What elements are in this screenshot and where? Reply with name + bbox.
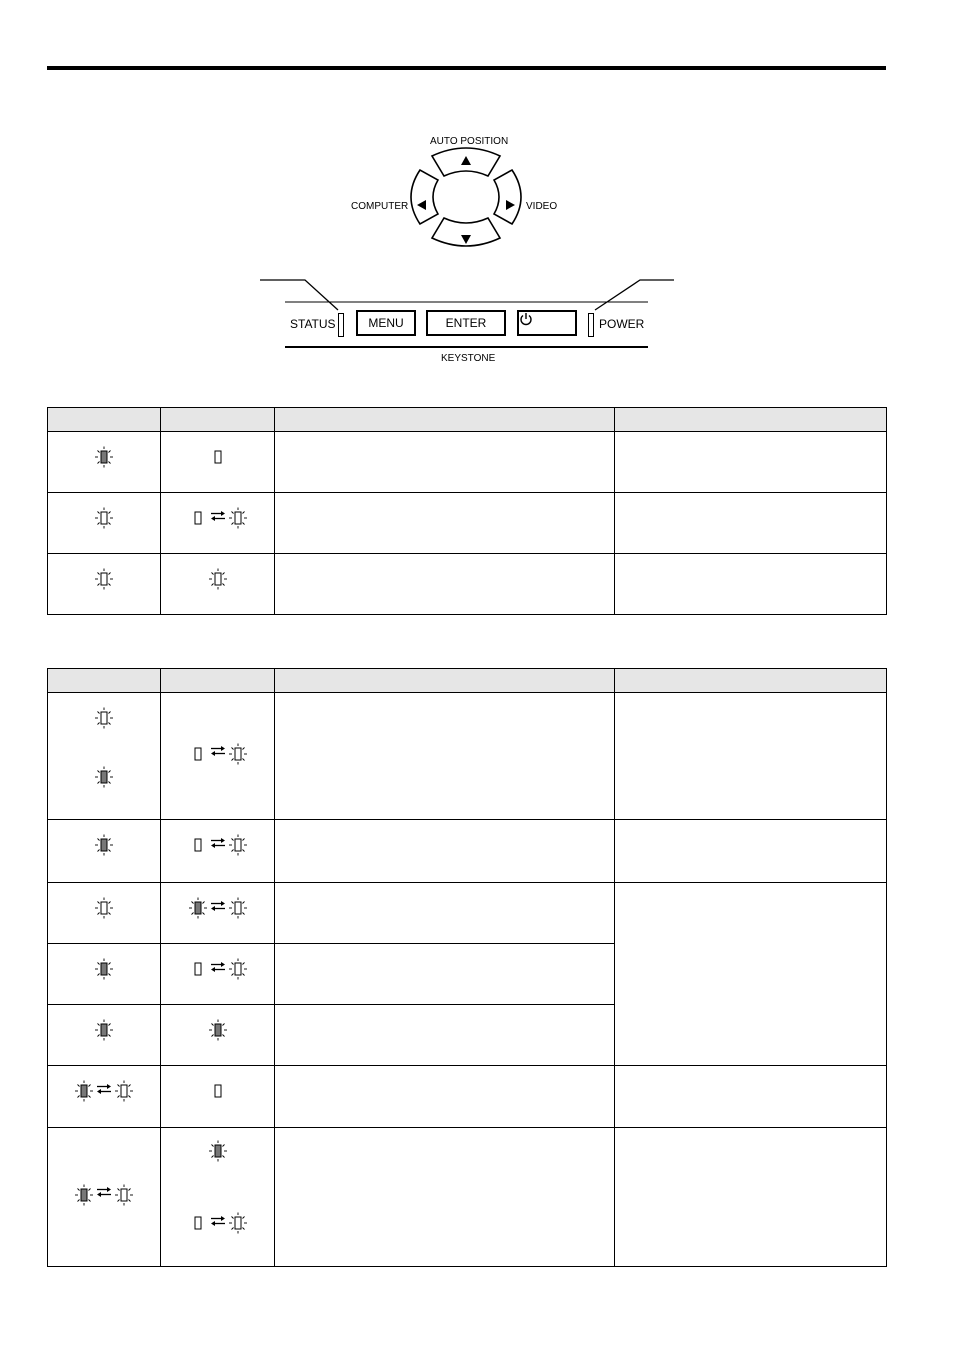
condition-cell [275,1005,615,1066]
action-cell [615,554,887,615]
power-icon [519,312,533,326]
video-label: VIDEO [526,201,558,212]
led-green-blink-icon [93,707,115,729]
led-alternate-icon [187,507,249,529]
auto-position-label: AUTO POSITION [430,136,509,147]
led-red-blink-icon [93,446,115,468]
led-red-blink-icon [93,1019,115,1041]
power-cell [161,693,275,820]
indicator-table-2 [47,668,887,1267]
power-cell [161,883,275,944]
menu-button[interactable]: MENU [356,310,416,336]
action-cell [615,1128,887,1267]
led-off-icon [207,446,229,468]
status-cell [48,693,161,820]
condition-cell [275,944,615,1005]
header-action [615,408,887,432]
power-cell [161,1005,275,1066]
status-cell [48,1128,161,1267]
panel-lines [240,120,720,380]
table-row [48,1128,887,1267]
condition-cell [275,493,615,554]
header-status [48,408,161,432]
status-cell [48,944,161,1005]
action-cell [615,883,887,1066]
led-off-icon [207,1080,229,1102]
status-label: STATUS [290,317,336,331]
status-cell [48,820,161,883]
led-green-blink-icon [93,897,115,919]
condition-cell [275,1128,615,1267]
led-red-blink-icon [93,958,115,980]
header-condition [275,408,615,432]
condition-cell [275,432,615,493]
action-cell [615,493,887,554]
table-row [48,820,887,883]
table-row [48,493,887,554]
power-indicator [588,313,594,337]
power-cell [161,554,275,615]
control-panel-diagram [240,120,720,380]
header-action [615,669,887,693]
action-cell [615,432,887,493]
led-red-green-alternate-icon [73,1184,135,1206]
power-cell [161,820,275,883]
keystone-label: KEYSTONE [441,353,496,364]
condition-cell [275,693,615,820]
power-button[interactable] [517,310,577,336]
top-rule [47,66,886,70]
led-alternate-icon [187,743,249,765]
header-power [161,408,275,432]
computer-label: COMPUTER [351,201,409,212]
header-condition [275,669,615,693]
header-status [48,669,161,693]
condition-cell [275,883,615,944]
led-green-blink-icon [93,507,115,529]
led-alternate-icon [187,958,249,980]
power-cell [161,944,275,1005]
indicator-table-1 [47,407,887,615]
table-row [48,1066,887,1128]
led-green-blink-icon [93,568,115,590]
table-row [48,432,887,493]
power-cell [161,493,275,554]
left-key-shape [411,170,438,224]
action-cell [615,820,887,883]
action-cell [615,1066,887,1128]
table-row [48,554,887,615]
led-red-blink-icon [207,1140,229,1162]
power-cell [161,432,275,493]
action-cell [615,693,887,820]
led-red-green-alternate-icon [73,1080,135,1102]
power-label: POWER [599,317,645,331]
status-cell [48,493,161,554]
status-cell [48,1066,161,1128]
led-green-blink-icon [207,568,229,590]
status-cell [48,1005,161,1066]
power-cell [161,1128,275,1267]
header-power [161,669,275,693]
led-red-green-alternate-icon [187,897,249,919]
condition-cell [275,1066,615,1128]
led-red-blink-icon [93,766,115,788]
status-cell [48,883,161,944]
status-cell [48,554,161,615]
condition-cell [275,820,615,883]
power-cell [161,1066,275,1128]
table-row [48,883,887,944]
table-row [48,693,887,820]
enter-button[interactable]: ENTER [426,310,506,336]
led-alternate-icon [187,1212,249,1234]
led-alternate-icon [187,834,249,856]
condition-cell [275,554,615,615]
status-cell [48,432,161,493]
status-indicator [338,313,344,337]
led-red-blink-icon [207,1019,229,1041]
right-key-shape [494,170,521,224]
led-red-blink-icon [93,834,115,856]
